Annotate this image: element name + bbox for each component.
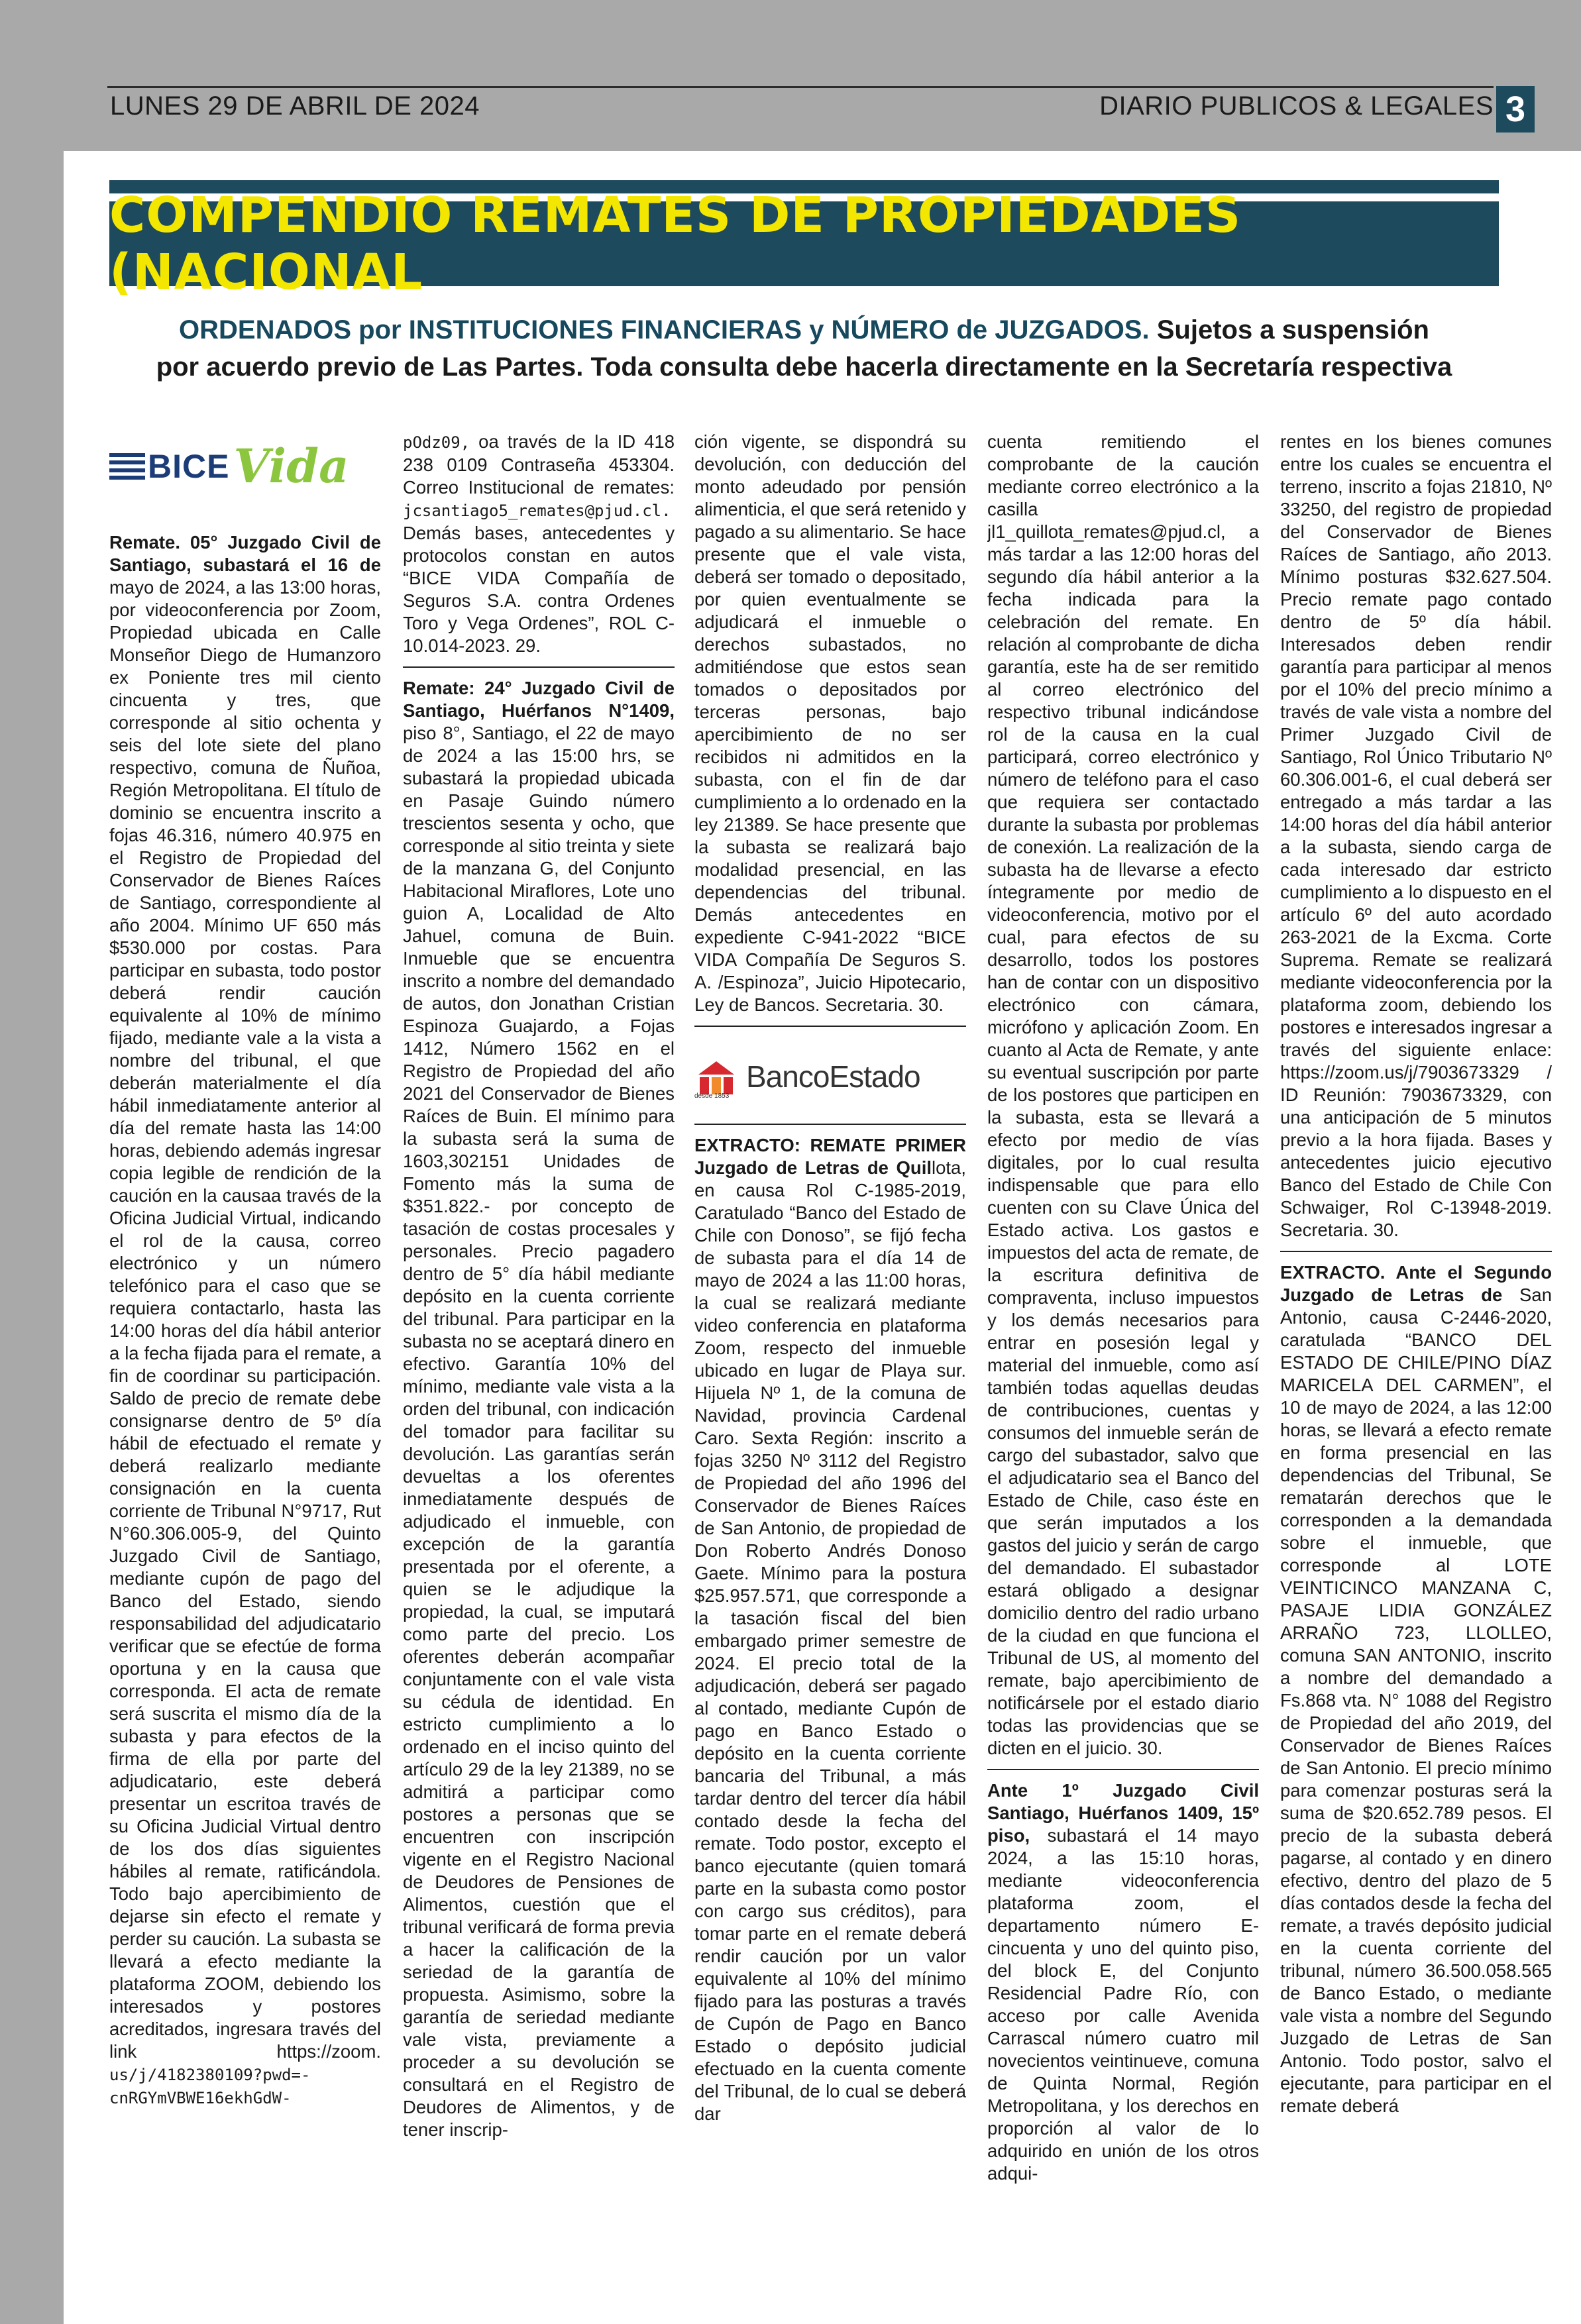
divider xyxy=(694,1026,966,1027)
notice-heading: Ante 1º Juzgado Civil Santiago, Huérfanos 1409, 15º piso, xyxy=(987,1780,1259,1846)
notice-body: San Antonio, causa C-2446-2020, caratulada “BANCO DEL ESTADO DE CHILE/PINO DÍAZ MARICELA DEL CARMEN”, el 10 de mayo de 2024, a las 12:00 horas, se llevará a efecto remate en forma presencial en las dependencias del Tribunal, Se rematarán derechos que le corresponden a la demandada sobre el inmueble, que corresponde al LOTE VEINTICINCO MANZANA C, PASAJE LIDIA GONZÁLEZ ARRAÑO 723, LLOLLEO, comuna SAN ANTONIO, inscrito a nombre del demandado a Fs.868 vta. N° 1088 del Registro de Propiedad del año 2019, del Conservador de Bienes Raíces de San Antonio. El precio mínimo para comenzar posturas será la suma de $20.652.789 pesos. El precio de la subasta deberá pagarse, al contado y en dinero efectivo, dentro del plazo de 5 días contados desde la fecha del remate, a través depósito judicial en la cuenta corriente del tribunal, número 36.500.058.565 de Banco Estado, o mediante vale vista a nombre del Segundo Juzgado de Letras de San Antonio. Todo postor, salvo el ejecutante, para participar en el remate deberá xyxy=(1280,1285,1552,2116)
notice-heading: EXTRACTO. Ante el Segundo Juzgado de Letras de xyxy=(1280,1262,1552,1305)
subtitle-line2: por acuerdo previo de Las Partes. Toda consulta debe hacerla directamente en la Secretaría respectiva xyxy=(156,352,1452,382)
notice-body: lota, en causa Rol C-1985-2019, Caratulado “Banco del Estado de Chile con Donoso”, se fijó fecha de subasta para el día 14 de mayo de 2024 a las 11:00 horas, la cual se realizará mediante video conferencia en plataforma Zoom, respecto del inmueble ubicado en lugar de Playa sur. Hijuela Nº 1, de la comuna de Navidad, provincia Cardenal Caro. Sexta Región: inscrito a fojas 3250 Nº 3112 del Registro de Propiedad del año 1996 del Conservador de Bienes Raíces de San Antonio, de propiedad de Don Roberto Andrés Donoso Gaete. Mínimo para la postura $25.957.571, que corresponde a la tasación fiscal del bien embargado primer semestre de 2024. El precio total de la adjudicación, deberá ser pagado al contado, mediante Cupón de pago en Banco Estado o depósito en la cuenta corriente bancaria del Tribunal, a más tardar dentro del tercer día hábil contado desde la fecha del remate. Todo postor, excepto el banco ejecutante (quien tomará parte en la subasta como postor con cargo sus créditos), para tomar parte en el remate deberá rendir caución por un valor equivalente al 10% del mínimo fijado para las posturas a través de Cupón de Pago en Banco Estado o depósito judicial efectuado en la cuenta comente del Tribunal, de lo cual se deberá dar xyxy=(694,1157,966,2124)
notice-paragraph xyxy=(403,431,675,657)
divider xyxy=(987,1769,1259,1770)
notice-heading: Remate: 24° Juzgado Civil de Santiago, Huérfanos N°1409, xyxy=(403,678,675,721)
divider xyxy=(1280,1251,1552,1252)
notice-paragraph xyxy=(694,431,966,1016)
page-number-badge: 3 xyxy=(1496,86,1535,132)
notice-heading: Remate. 05° Juzgado Civil de Santiago, subastará el 16 de xyxy=(109,532,381,575)
subtitle xyxy=(109,311,1499,386)
notice-body: cuenta remitiendo el comprobante de la caución mediante correo electrónico a la casilla jl1_quillota_remates@pjud.cl, a más tardar a las 12:00 horas del segundo día hábil anterior a la fecha indicada para la celebración del remate. En relación al comprobante de dicha garantía, este ha de ser remitido al correo electrónico del respectivo tribunal indicándose rol de la causa en la cual participará, correo electrónico y número de teléfono para el caso que requiera ser contactado durante la subasta por problemas de conexión. La realización de la subasta ha de llevarse a efecto íntegramente por medio de videoconferencia, motivo por el cual, para efectos de su desarrollo, todos los postores han de contar con un dispositivo electrónico con cámara, micrófono y aplicación Zoom. En cuanto al Acta de Remate, y ante su eventual suscripción por parte de los postores que participen en la subasta, esta se llevará a efecto por medio de vías digitales, por lo cual resulta indispensable que para ello cuenten con su Clave Única del Estado activa. Los gastos e impuestos del acta de remate, de la escritura definitiva de compraventa, incluso impuestos y los demás necesarios para entrar en posesión legal y material del inmueble, como así también todas aquellas deudas de contribuciones, cuentas y consumos del inmueble serán de cargo del subastador, salvo que el adjudicatario sea el Banco del Estado de Chile, caso éste en que serán imputados a los gastos del juicio y serán de cargo del demandado. El subastador estará obligado a designar domicilio dentro del radio urbano de la ciudad en que funciona el Tribunal de US, al momento del remate, bajo apercibimiento de notificársele por el estado diario todas las providencias que se dicten en el juicio. 30. xyxy=(987,431,1259,1758)
notice-paragraph xyxy=(109,531,381,2109)
logo-text-bancoestado: BancoEstado xyxy=(746,1059,920,1094)
notice-paragraph xyxy=(1280,1261,1552,2117)
header-paper-name: DIARIO PUBLICOS & LEGALES xyxy=(1099,91,1494,121)
logo-text-bice: BICE xyxy=(148,448,230,485)
divider xyxy=(694,1124,966,1125)
column-1 xyxy=(109,431,381,2292)
bancoestado-logo xyxy=(694,1049,966,1104)
bice-lines-icon xyxy=(109,453,145,480)
column-3 xyxy=(694,431,966,2292)
logo-text-vida: Vida xyxy=(233,439,349,494)
notice-paragraph xyxy=(1280,431,1552,1241)
notice-heading: EXTRACTO: REMATE PRIMER Juzgado de Letras de Quil xyxy=(694,1135,966,1178)
notice-paragraph xyxy=(694,1134,966,2125)
column-2 xyxy=(403,431,675,2292)
column-5 xyxy=(1280,431,1552,2292)
subtitle-emphasis: ORDENADOS por INSTITUCIONES FINANCIERAS y NÚMERO de JUZGADOS. xyxy=(179,315,1150,344)
bancoestado-since: desde 1853 xyxy=(694,1092,730,1100)
notice-body: oa través de la ID 418 238 0109 Contraseña 453304. Correo Institucional de remates: xyxy=(403,431,675,498)
zoom-link-continued: pOdz09, xyxy=(403,433,470,452)
banner xyxy=(109,187,1499,301)
bancoestado-mark-icon xyxy=(694,1055,738,1098)
notice-body: piso 8°, Santiago, el 22 de mayo de 2024 a las 15:00 hrs, se subastará la propiedad ubicada en Pasaje Guindo número trescientos sesenta y ocho, que corresponde al sitio treinta y siete de la manzana G, del Conjunto Habitacional Miraflores, Lote uno guion A, Localidad de Alto Jahuel, comuna de Buin. Inmueble que se encuentra inscrito a nombre del demandado de autos, don Jonathan Cristian Espinoza Guajardo, a Fojas 1412, Número 1562 en el Registro de Propiedad del año 2021 del Conservador de Bienes Raíces de Buin. El mínimo para la subasta será la suma de 1603,302151 Unidades de Fomento más la suma de $351.822.- por concepto de tasación de costas procesales y personales. Precio pagadero dentro de 5° día hábil mediante depósito en la cuenta corriente del tribunal. Para participar en la subasta no se aceptará dinero en efectivo. Garantía 10% del mínimo, mediante vale vista a la orden del tribunal, con indicación del tomador para facilitar su devolución. Las garantías serán devueltas a los oferentes inmediatamente después de adjudicado el inmueble, con excepción de la garantía presentada por el oferente, a quien se le adjudique la propiedad, la cual, se imputará como parte del precio. Los oferentes deberán acompañar conjuntamente con el vale vista su cédula de identidad. En estricto cumplimiento a lo ordenado en el inciso quinto del artículo 29 de la ley 21389, no se admitirá a participar como postores a personas que se encuentren con inscripción vigente en el Registro Nacional de Deudores de Pensiones de Alimentos, cuestión que el tribunal verificará de forma previa a hacer la calificación de la seriedad de la garantía de propuesta. Asimismo, sobre la garantía de seriedad mediante vale vista, previamente a proceder a su devolución se consultará en el Registro de Deudores de Alimentos, y de tener inscrip- xyxy=(403,723,675,2140)
email-address: jcsantiago5_remates@pjud.cl. xyxy=(403,502,671,520)
header-rule xyxy=(107,86,1494,88)
notice-body: rentes en los bienes comunes entre los cuales se encuentra el terreno, inscrito a fojas 21810, Nº 33250, del registro de propiedad del Conservador de Bienes Raíces de Santiago, año 2013. Mínimo posturas $32.627.504. Precio remate pago contado dentro de 5º día hábil. Interesados deben rendir garantía para participar al menos por el 10% del precio mínimo a través de vale vista a nombre del Primer Juzgado Civil de Santiago, Rol Único Tributario Nº 60.306.001-6, el cual deberá ser entregado a más tardar a las 14:00 horas del día hábil anterior a la subasta, siendo carga de cada interesado dar estricto cumplimiento a lo dispuesto en el artículo 6º del auto acordado 263-2021 de la Excma. Corte Suprema. Remate se realizará mediante videoconferencia por la plataforma zoom, debiendo los postores e interesados ingresar a través del siguiente enlace: https://zoom.us/j/7903673329 / ID Reunión: 7903673329, con una anticipación de 5 minutos previo a la hora fijada. Bases y antecedentes juicio ejecutivo Banco del Estado de Chile Con Schwaiger, Rol C-13948-2019. Secretaria. 30. xyxy=(1280,431,1552,1240)
zoom-link: us/j/4182380109?pwd=-cnRGYmVBWE16ekhGdW- xyxy=(109,2066,311,2107)
header-date: LUNES 29 DE ABRIL DE 2024 xyxy=(110,91,480,121)
divider xyxy=(403,666,675,668)
notice-paragraph xyxy=(987,1779,1259,2185)
notice-body: ción vigente, se dispondrá su devolución, con deducción del monto adeudado por pensión alimenticia, el que será retenido y pagado a su alimentario. Se hace presente que el vale vista, deberá ser tomado o depositado, por quien eventualmente se adjudicará el inmueble o derechos subastados, no admitiéndose que estos sean tomados o depositados por terceras personas, bajo apercibimiento de no ser recibidos ni admitidos en la subasta, con el fin de dar cumplimiento a lo ordenado en la ley 21389. Se hace presente que la subasta se realizará bajo modalidad presencial, en las dependencias del tribunal. Demás antecedentes en expediente C-941-2022 “BICE VIDA Compañía De Seguros S. A. /Espinoza”, Juicio Hipotecario, Ley de Bancos. Secretaria. 30. xyxy=(694,431,966,1015)
notice-paragraph xyxy=(987,431,1259,1760)
page-header xyxy=(0,0,1581,149)
subtitle-line1-rest: Sujetos a suspensión xyxy=(1149,315,1429,344)
notice-body: Demás bases, antecedentes y protocolos constan en autos “BICE VIDA Compañía de Seguros S.A. contra Ordenes Toro y Vega Ordenes”, ROL C-10.014-2023. 29. xyxy=(403,523,675,656)
bice-vida-logo xyxy=(109,432,381,501)
notice-paragraph xyxy=(403,677,675,2141)
notice-body: subastará el 14 mayo 2024, a las 15:10 horas, mediante videoconferencia plataforma zoom, el departamento número E- cincuenta y uno del quinto piso, del block E, del Conjunto Residencial Padre Río, con acceso por calle Avenida Carrascal número cuatro mil novecientos veintinueve, comuna de Quinta Normal, Región Metropolitana, y los derechos en proporción al valor de lo adquirido en unión de los otros adqui- xyxy=(987,1825,1259,2184)
notice-body: mayo de 2024, a las 13:00 horas, por videoconferencia por Zoom, Propiedad ubicada en Calle Monseñor Diego de Humanzoro ex Poniente tres mil ciento cincuenta y tres, que corresponde al sitio ochenta y seis del lote siete del plano respectivo, comuna de Ñuñoa, Región Metropolitana. El título de dominio se encuentra inscrito a fojas 46.316, número 40.975 en el Registro de Propiedad del Conservador de Bienes Raíces de Santiago, correspondiente al año 2004. Mínimo UF 650 más $530.000 por costas. Para participar en subasta, todo postor deberá rendir caución equivalente al 10% de mínimo fijado, mediante vale a la vista a nombre del tribunal, el que deberán materialmente el día hábil inmediatamente anterior al día del remate hasta las 14:00 horas, debiendo además ingresar copia legible de rendición de la caución en la causaa través de la Oficina Judicial Virtual, indicando el rol de la causa, correo electrónico y un número telefónico para el caso que se requiera contactarlo, hasta las 14:00 horas del día hábil anterior a la fecha fijada para el remate, a fin de coordinar su participación. Saldo de precio de remate debe consignarse dentro de 5º día hábil de efectuado el remate y deberá realizarlo mediante consignación en la cuenta corriente de Tribunal N°9717, Rut N°60.306.005-9, del Quinto Juzgado Civil de Santiago, mediante cupón de pago del Banco del Estado, siendo responsabilidad del adjudicatario verificar que se efectúe de forma oportuna y en la causa que corresponda. El acta de remate será suscrita el mismo día de la subasta y para efectos de la firma de ella por parte del adjudicatario, este deberá presentar un escritoa través de su Oficina Judicial Virtual dentro de los dos días siguientes hábiles al remate, ratificándola. Todo bajo apercibimiento de dejarse sin efecto el remate y perder su caución. La subasta se llevará a efecto mediante la plataforma ZOOM, debiendo los interesados y postores acreditados, ingresara través del link https://zoom. xyxy=(109,577,381,2062)
column-4 xyxy=(987,431,1259,2292)
banner-title: COMPENDIO REMATES DE PROPIEDADES (NACIONAL xyxy=(109,187,1242,301)
columns xyxy=(106,431,1557,2292)
